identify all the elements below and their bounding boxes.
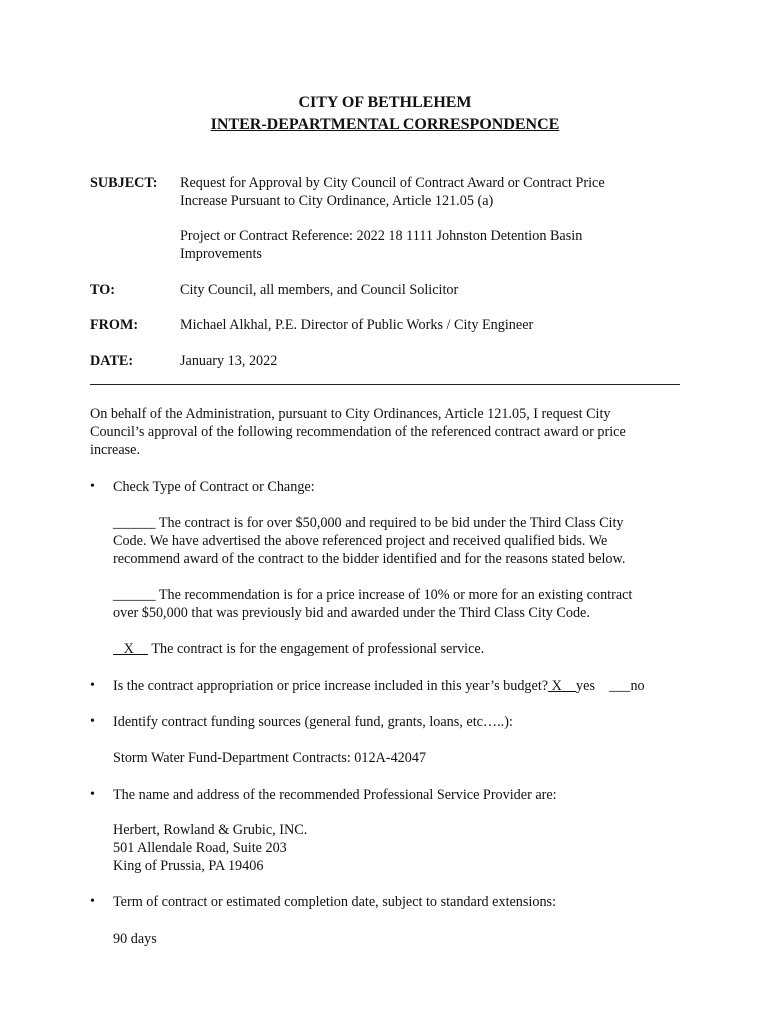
reference-line1: Project or Contract Reference: 2022 18 1111 Johnston Detention Basin	[180, 228, 583, 244]
to-label: TO:	[90, 282, 115, 298]
provider-address-line2: King of Prussia, PA 19406	[113, 858, 264, 874]
provider-label: The name and address of the recommended Professional Service Provider are:	[113, 787, 557, 803]
option-price-increase-line1: ______ The recommendation is for a price increase of 10% or more for an existing contract	[113, 587, 633, 603]
option-bid-contract-blank[interactable]: ______	[113, 515, 156, 531]
bullet-marker: •	[90, 787, 95, 802]
provider-name: Herbert, Rowland & Grubic, INC.	[113, 822, 308, 838]
reference-line2: Improvements	[180, 246, 262, 262]
memo-type-heading: INTER-DEPARTMENTAL CORRESPONDENCE	[210, 116, 560, 133]
bullet-marker: •	[90, 479, 95, 494]
budget-no-label: no	[630, 678, 645, 694]
funding-value: Storm Water Fund-Department Contracts: 012A-42047	[113, 750, 427, 766]
budget-yes-label: yes	[576, 678, 595, 694]
intro-line1: On behalf of the Administration, pursuant to City Ordinances, Article 121.05, I request City	[90, 406, 611, 422]
provider-address-line1: 501 Allendale Road, Suite 203	[113, 840, 287, 856]
subject-text-line2: Increase Pursuant to City Ordinance, Article 121.05 (a)	[180, 193, 494, 209]
bullet-marker: •	[90, 714, 95, 729]
option-price-increase-blank[interactable]: ______	[113, 587, 156, 603]
bullet-marker: •	[90, 894, 95, 909]
option-professional-service-mark[interactable]: X	[113, 641, 149, 657]
option-bid-contract-line3: recommend award of the contract to the bidder identified and for the reasons stated below.	[113, 551, 626, 567]
option-price-increase-line2: over $50,000 that was previously bid and awarded under the Third Class City Code.	[113, 605, 590, 621]
header-divider	[90, 384, 680, 385]
budget-question-line: Is the contract appropriation or price increase included in this year’s budget? X yes ___no	[113, 678, 645, 694]
option-professional-service: X The contract is for the engagement of professional service.	[113, 641, 485, 657]
term-value: 90 days	[113, 931, 157, 947]
subject-text-line1: Request for Approval by City Council of Contract Award or Contract Price	[180, 175, 605, 191]
option-bid-contract-line1: ______ The contract is for over $50,000 and required to be bid under the Third Class City	[113, 515, 624, 531]
from-value: Michael Alkhal, P.E. Director of Public Works / City Engineer	[180, 317, 534, 333]
city-heading: CITY OF BETHLEHEM	[298, 94, 472, 111]
option-bid-contract-line2: Code. We have advertised the above referenced project and received qualified bids. We	[113, 533, 608, 549]
budget-yes-mark[interactable]: X	[548, 678, 577, 694]
budget-no-mark[interactable]: ___	[609, 678, 631, 694]
date-value: January 13, 2022	[180, 353, 278, 369]
subject-label: SUBJECT:	[90, 175, 158, 191]
funding-label: Identify contract funding sources (general fund, grants, loans, etc…..):	[113, 714, 513, 730]
bullet-marker: •	[90, 678, 95, 693]
date-label: DATE:	[90, 353, 134, 369]
from-label: FROM:	[90, 317, 139, 333]
term-label: Term of contract or estimated completion date, subject to standard extensions:	[113, 894, 557, 910]
intro-line3: increase.	[90, 442, 141, 458]
to-value: City Council, all members, and Council Solicitor	[180, 282, 459, 298]
intro-line2: Council’s approval of the following recommendation of the referenced contract award or price	[90, 424, 626, 440]
check-type-label: Check Type of Contract or Change:	[113, 479, 315, 495]
